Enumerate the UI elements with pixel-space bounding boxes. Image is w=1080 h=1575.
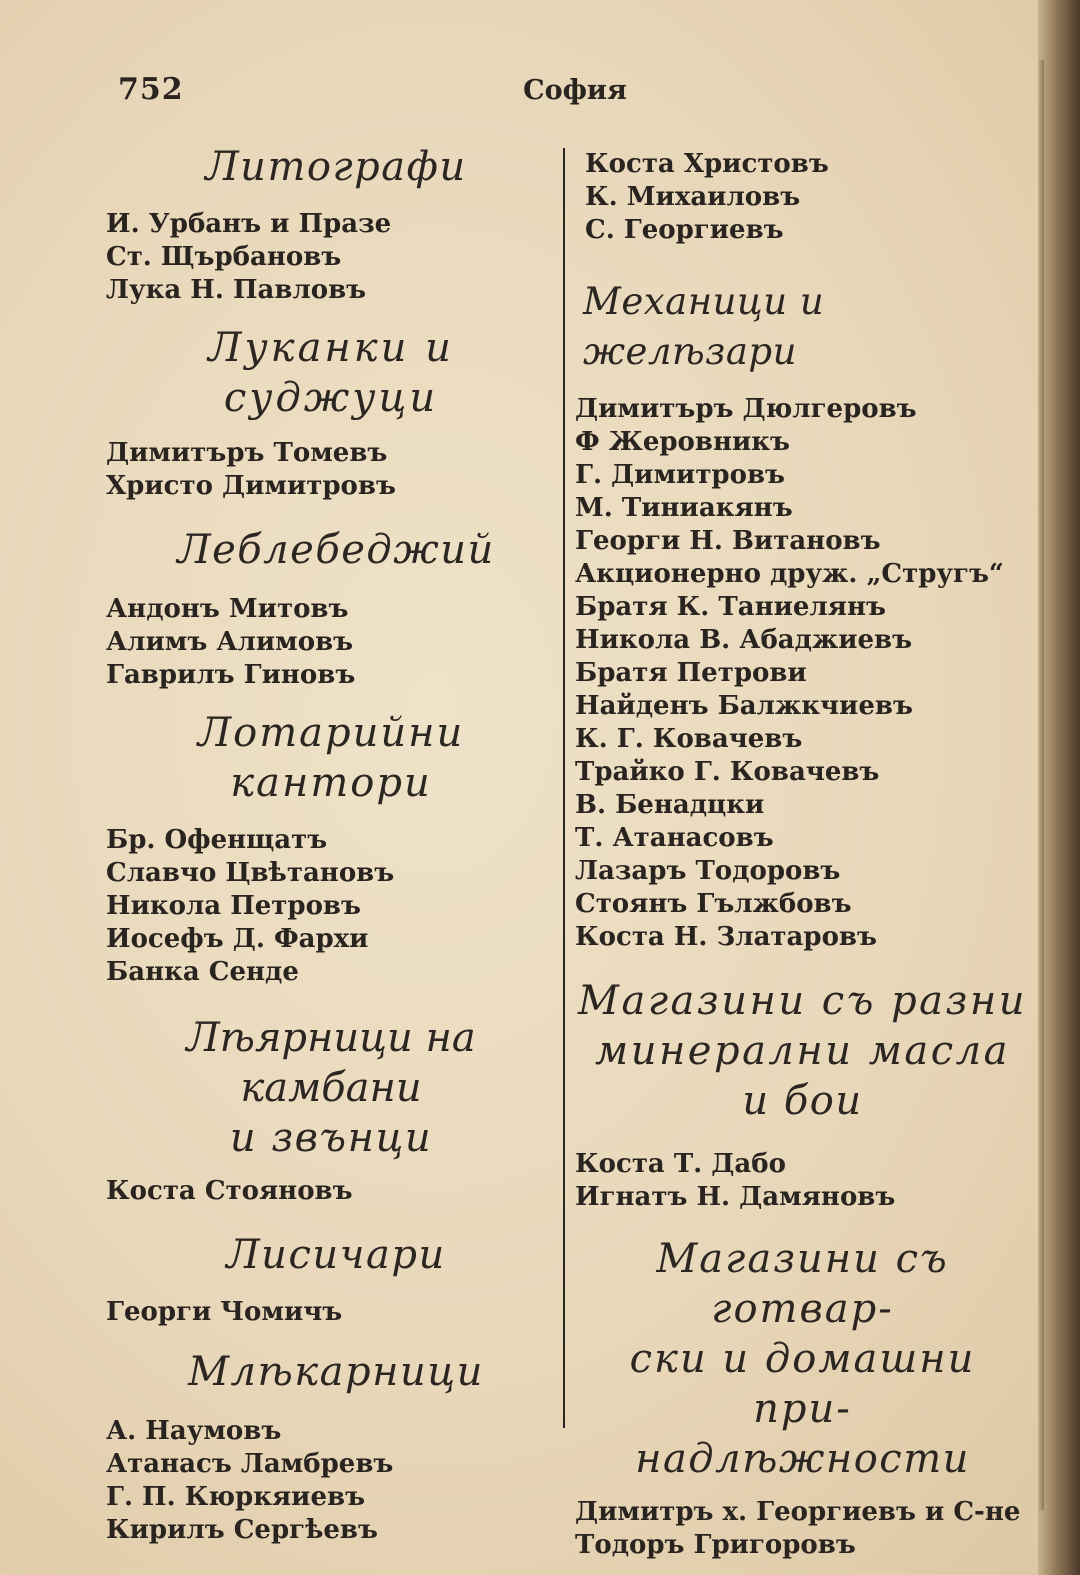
list-item: Г. Димитровъ [575, 460, 785, 490]
section-heading: Механици и желѣзари [583, 280, 825, 373]
list-item: Банка Сенде [106, 957, 299, 987]
section-heading-continued: ски и домашни при- [629, 1336, 976, 1432]
entry-list [575, 1496, 1030, 1562]
section-kitchenware [575, 1234, 1030, 1562]
list-item: Димитъръ Дюлгеровъ [575, 394, 917, 424]
entry-list [575, 1148, 1030, 1214]
list-item: Стоянъ Гължбовъ [575, 889, 852, 919]
list-item: Андонъ Митовъ [106, 594, 349, 624]
section-heading: Литографи [205, 144, 467, 190]
list-item: Т. Атанасовъ [575, 823, 774, 853]
list-item: Славчо Цвѣтановъ [106, 858, 395, 888]
section-heading: Магазини съ разни [578, 978, 1027, 1024]
list-item: Тодоръ Григоровъ [575, 1530, 856, 1560]
entry-list [106, 1415, 556, 1547]
list-item: Братя Петрови [575, 658, 807, 688]
section-bell-foundries [106, 1013, 556, 1208]
list-item: И. Урбанъ и Празе [106, 209, 392, 239]
section-heading: Лисичари [226, 1232, 446, 1278]
section-heading-continued: и звънци [229, 1115, 433, 1161]
list-item: Ст. Щърбановъ [106, 242, 342, 272]
list-item: Коста Христовъ [585, 149, 829, 179]
entry-list [106, 1296, 556, 1329]
list-item: А. Наумовъ [106, 1416, 282, 1446]
section-lottery-offices [106, 708, 556, 989]
entry-list [106, 208, 556, 307]
list-item: Лазаръ Тодоровъ [575, 856, 841, 886]
list-item: К. Михаиловъ [585, 182, 801, 212]
section-continued-list [575, 148, 1030, 247]
list-item: Георги Н. Витановъ [575, 526, 881, 556]
entry-list [106, 437, 556, 503]
list-item: Акционерно друж. „Стругъ“ [575, 559, 1004, 589]
list-item: Коста Стояновъ [106, 1176, 353, 1206]
list-item: В. Бенадцки [575, 790, 765, 820]
list-item: Г. П. Кюркяиевъ [106, 1482, 366, 1512]
list-item: Братя К. Таниелянъ [575, 592, 886, 622]
left-column [106, 142, 556, 1547]
column-divider [563, 148, 565, 1428]
entry-list [575, 393, 1030, 954]
entry-list [106, 1175, 556, 1208]
list-item: С. Георгиевъ [585, 215, 784, 245]
list-item: Атанасъ Ламбревъ [106, 1449, 394, 1479]
list-item: Игнатъ Н. Дамяновъ [575, 1182, 896, 1212]
section-heading: Лотарийни кантори [197, 710, 465, 806]
running-title: София [523, 75, 627, 106]
list-item: Георги Чомичъ [106, 1297, 343, 1327]
list-item: Кирилъ Сергѣевъ [106, 1515, 378, 1545]
list-item: Алимъ Алимовъ [106, 627, 354, 657]
section-dairies [106, 1347, 556, 1547]
list-item: Трайко Г. Ковачевъ [575, 757, 880, 787]
list-item: Христо Димитровъ [106, 471, 396, 501]
page-edge-shadow [1038, 60, 1044, 1510]
list-item: Димитръ х. Георгиевъ и С-не [575, 1497, 1021, 1527]
section-heading: Леблебеджий [177, 527, 495, 573]
section-heading: Луканки и суджуци [208, 325, 454, 421]
entry-list [575, 148, 1030, 247]
list-item: Ф Жеровникъ [575, 427, 790, 457]
section-lithographers [106, 142, 556, 307]
list-item: Никола Петровъ [106, 891, 361, 921]
section-heading: Млѣкарници [188, 1349, 484, 1395]
section-heading-continued: минерални масла [595, 1028, 1010, 1074]
section-mineral-oils [575, 976, 1030, 1214]
list-item: Никола В. Абаджиевъ [575, 625, 913, 655]
page-number: 752 [118, 72, 184, 107]
list-item: Лука Н. Павловъ [106, 275, 367, 305]
section-mechanics [575, 277, 1030, 954]
section-roasted-chickpeas [106, 525, 556, 692]
section-heading-continued: надлѣжности [635, 1436, 970, 1482]
list-item: М. Тиниакянъ [575, 493, 793, 523]
list-item: Бр. Офенщатъ [106, 825, 328, 855]
entry-list [106, 824, 556, 989]
entry-list [106, 593, 556, 692]
section-heading: Магазини съ готвар- [656, 1236, 949, 1332]
list-item: Найденъ Балжкчиевъ [575, 691, 913, 721]
list-item: Гаврилъ Гиновъ [106, 660, 356, 690]
section-sausages [106, 323, 556, 503]
list-item: Иосефъ Д. Фархи [106, 924, 369, 954]
list-item: Коста Н. Златаровъ [575, 922, 877, 952]
section-heading-continued: и бои [742, 1078, 863, 1124]
section-furriers [106, 1230, 556, 1329]
right-column [575, 142, 1030, 1562]
list-item: К. Г. Ковачевъ [575, 724, 803, 754]
list-item: Димитъръ Томевъ [106, 438, 388, 468]
book-spine-shadow [1038, 0, 1080, 1575]
list-item: Коста Т. Дабо [575, 1149, 786, 1179]
section-heading: Лѣярници на камбани [186, 1015, 476, 1111]
